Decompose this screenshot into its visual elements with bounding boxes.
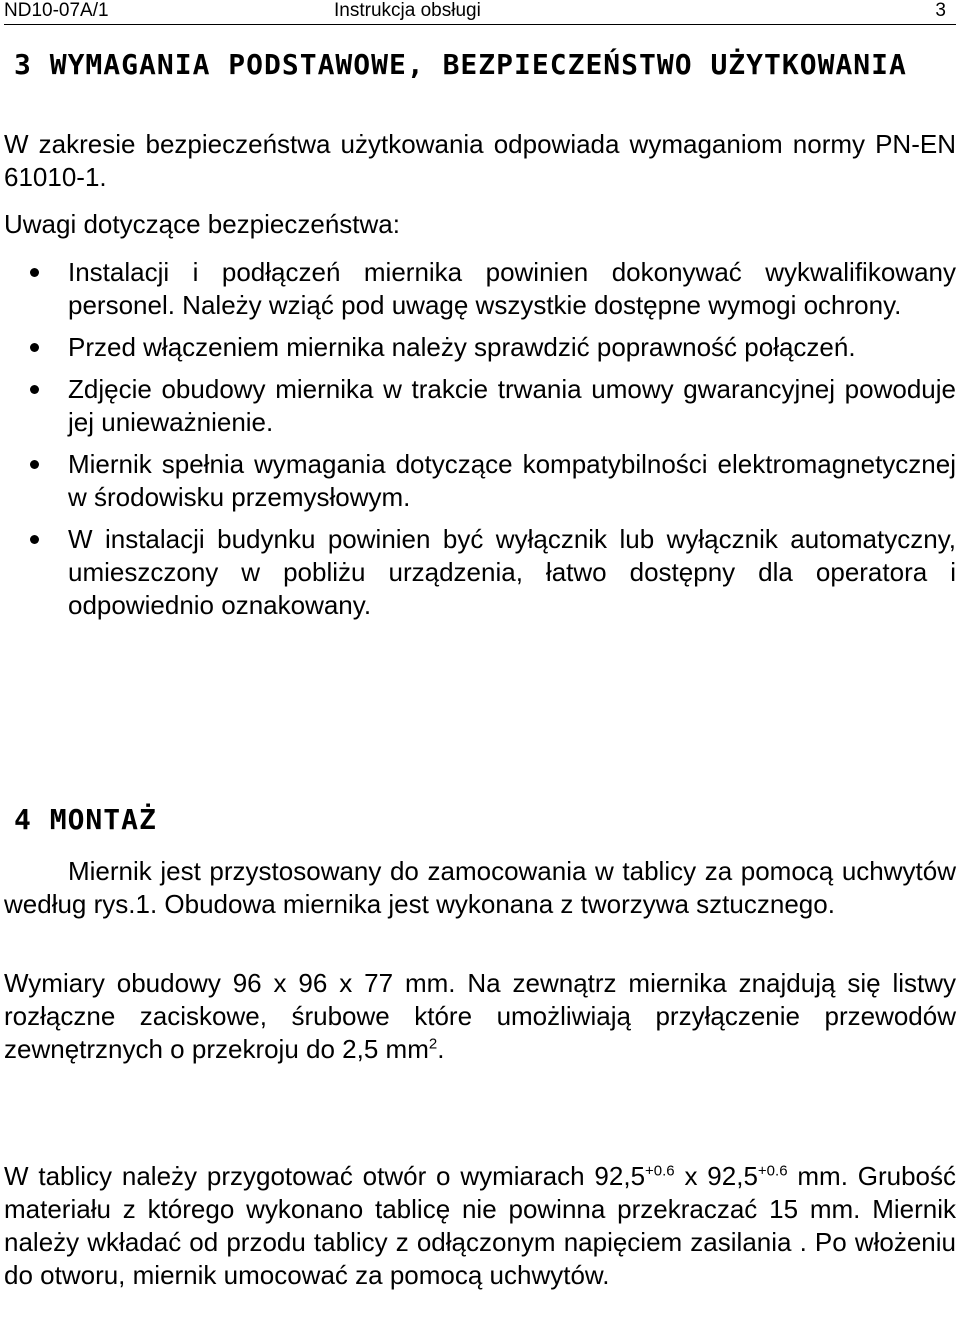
section-3-heading: 3 WYMAGANIA PODSTAWOWE, BEZPIECZEŃSTWO UŻYTKOWANIA — [14, 48, 907, 81]
safety-notes-label: Uwagi dotyczące bezpieczeństwa: — [4, 209, 400, 239]
page-number: 3 — [935, 0, 946, 21]
safety-bullet-item: Miernik spełnia wymagania dotyczące kompatybilności elektromagnetycznej w środowisku przemysłowym. — [0, 448, 956, 514]
section-4-paragraph-2: Wymiary obudowy 96 x 96 x 77 mm. Na zewnątrz miernika znajdują się listwy rozłączne zaciskowe, śrubowe które umożliwiają przyłączenie przewodów zewnętrznych o przekroju do 2,5 $mm^2$. — [4, 968, 956, 1064]
page-header — [4, 0, 956, 25]
section-4-paragraph-3: W tablicy należy przygotować otwór o wymiarach $92,5^{+0.6}$ x $92,5^{+0.6}$ mm. Grubość materiału z którego wykonano tablicę nie powinna przekraczać 15 mm. Miernik należy wkładać od przodu tablicy z odłączonym napięciem zasilania . Po włożeniu do otworu, miernik umocować za pomocą uchwytów. — [4, 1161, 957, 1290]
section-4-paragraph-1: Miernik jest przystosowany do zamocowania w tablicy za pomocą uchwytów według rys.1. Obudowa miernika jest wykonana z tworzywa sztucznego. — [4, 856, 956, 919]
section-4-heading: 4 MONTAŻ — [14, 803, 157, 836]
safety-bullet-item: W instalacji budynku powinien być wyłącznik lub wyłącznik automatyczny, umieszczony w pobliżu urządzenia, łatwo dostępny dla operatora i odpowiednio oznakowany. — [0, 523, 956, 622]
section-3-intro: W zakresie bezpieczeństwa użytkowania odpowiada wymaganiom normy PN-EN 61010-1. — [4, 129, 956, 192]
safety-bullet-item: Zdjęcie obudowy miernika w trakcie trwania umowy gwarancyjnej powoduje jej unieważnienie. — [0, 373, 956, 439]
safety-bullet-item: Przed włączeniem miernika należy sprawdzić poprawność połączeń. — [0, 331, 956, 364]
safety-bullet-list — [0, 256, 956, 631]
bullet-dot-icon — [30, 535, 39, 544]
bullet-dot-icon — [30, 460, 39, 469]
doc-title: Instrukcja obsługi — [334, 0, 481, 21]
bullet-dot-icon — [30, 343, 39, 352]
doc-id: ND10-07A/1 — [4, 0, 109, 21]
safety-bullet-item: Instalacji i podłączeń miernika powinien dokonywać wykwalifikowany personel. Należy wziąć pod uwagę wszystkie dostępne wymogi ochrony. — [0, 256, 956, 322]
bullet-dot-icon — [30, 385, 39, 394]
bullet-dot-icon — [30, 268, 39, 277]
